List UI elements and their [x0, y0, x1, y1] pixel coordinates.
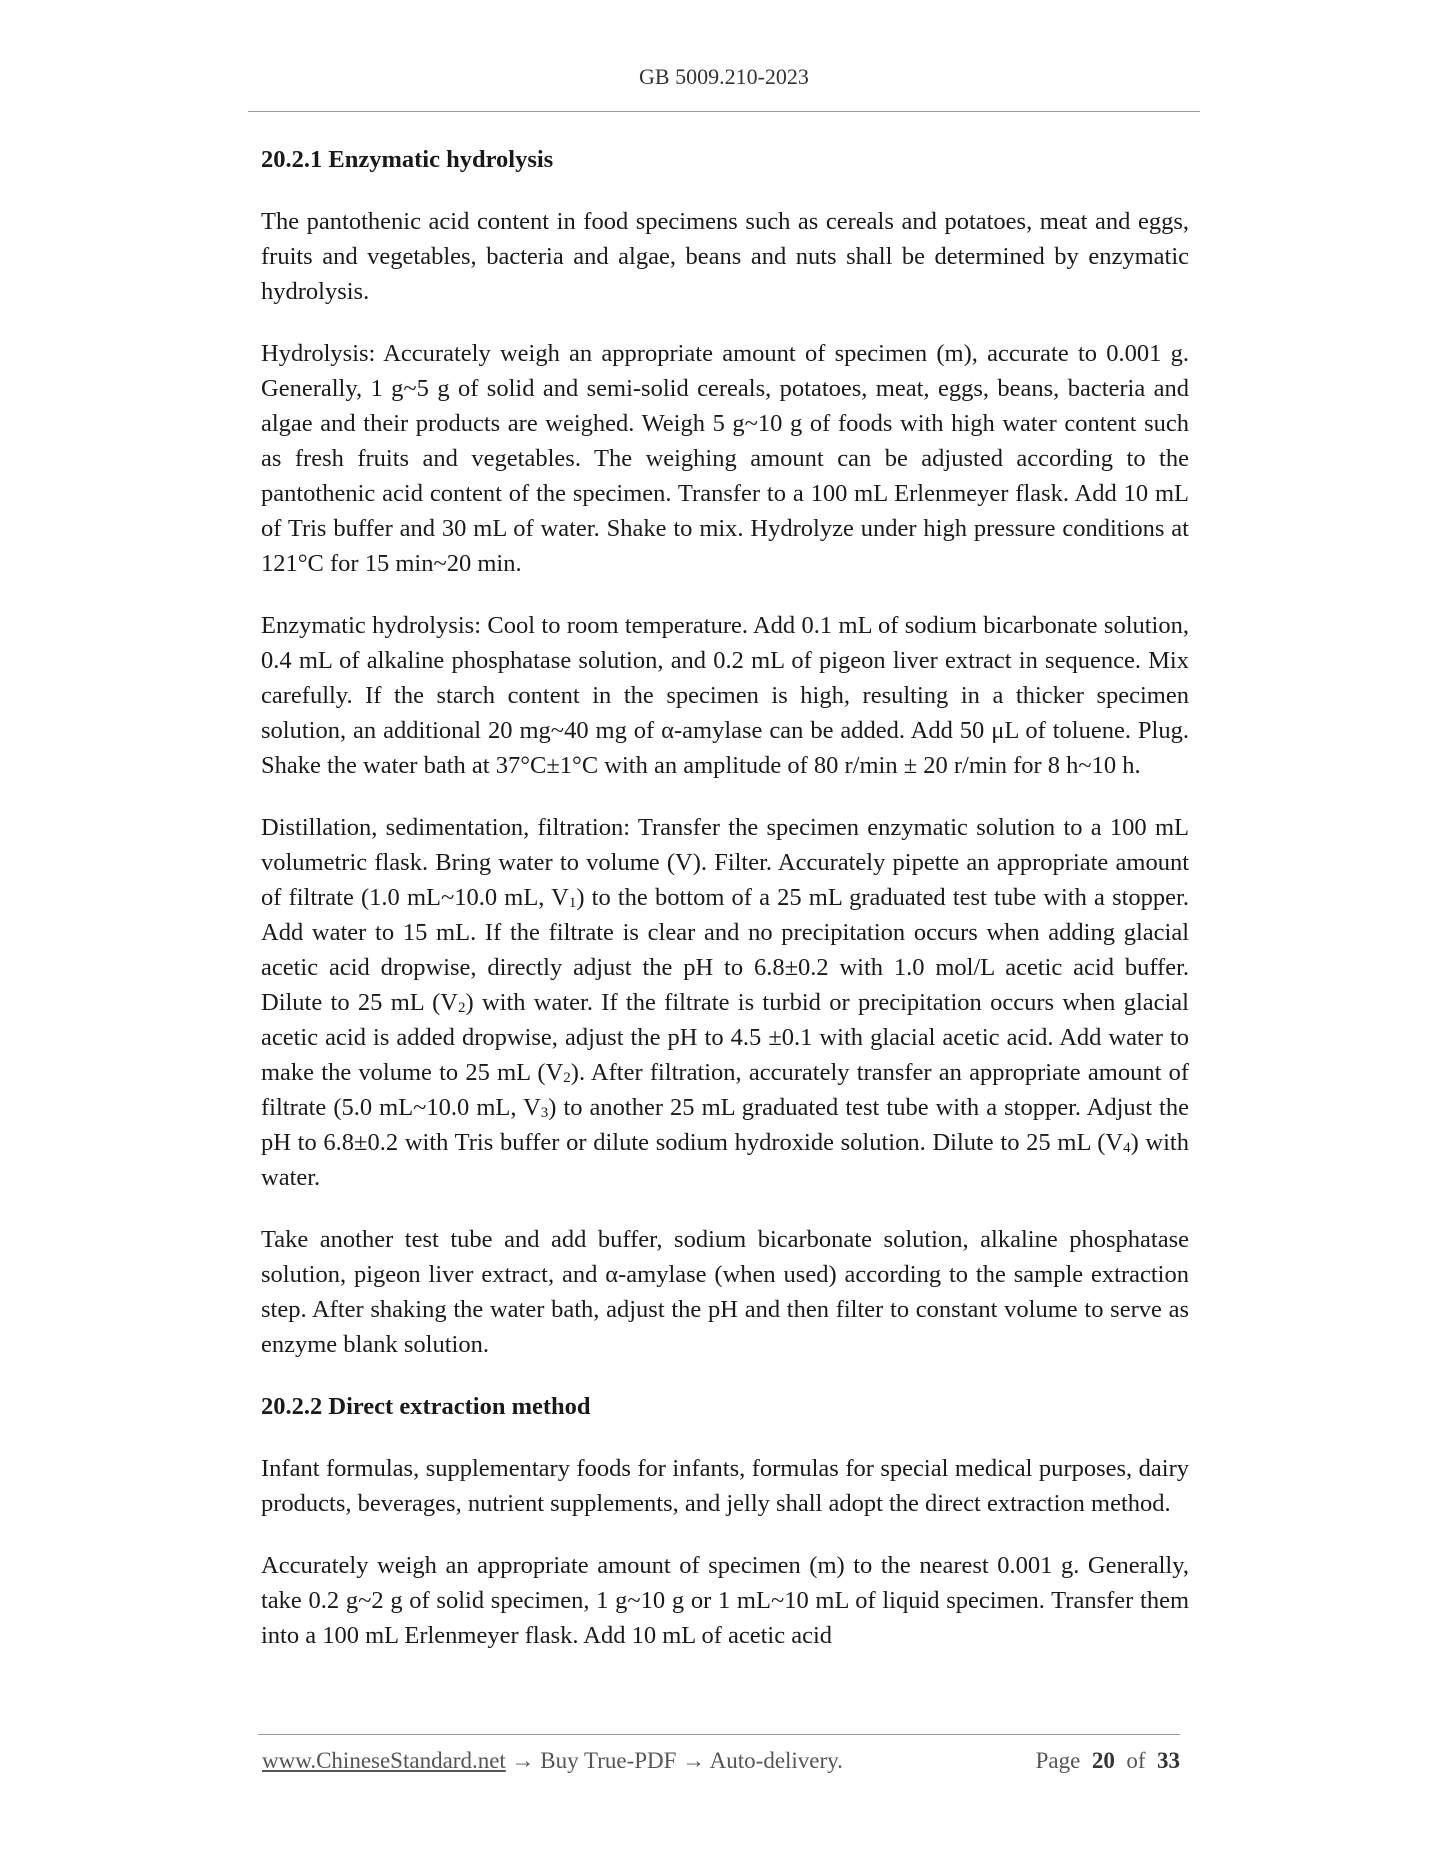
document-id: GB 5009.210-2023	[639, 64, 809, 89]
paragraph-intro: The pantothenic acid content in food specimens such as cereals and potatoes, meat and eggs, fruits and vegetables, bacteria and algae, beans and nuts shall be determined by enzymatic hydrolysis.	[261, 208, 1189, 305]
paragraph-enzyme-blank: Take another test tube and add buffer, sodium bicarbonate solution, alkaline phosphatase solution, pigeon liver extract, and α-amylase (when used) according to the sample extraction step. After shaking the water bath, adjust the pH and then filter to constant volume to serve as enzyme blank solution.	[261, 1226, 1189, 1358]
paragraph-hydrolysis: Hydrolysis: Accurately weigh an appropriate amount of specimen (m), accurate to 0.001 g. Generally, 1 g~5 g of solid and semi-solid cereals, potatoes, meat, eggs, beans, bacteria and algae and their products are weighed. Weigh 5 g~10 g of foods with high water content such as fresh fruits and vegetables. The weighing amount can be adjusted according to the pantothenic acid content of the specimen. Transfer to a 100 mL Erlenmeyer flask. Add 10 mL of Tris buffer and 30 mL of water. Shake to mix. Hydrolyze under high pressure conditions at 121°C for 15 min~20 min.	[261, 340, 1189, 577]
website-link[interactable]: www.ChineseStandard.net	[262, 1748, 506, 1773]
page-header	[248, 64, 1200, 90]
footer-divider	[258, 1734, 1180, 1735]
header-divider	[248, 111, 1200, 112]
current-page: 20	[1091, 1748, 1115, 1773]
paragraph-enzymatic-hydrolysis: Enzymatic hydrolysis: Cool to room temperature. Add 0.1 mL of sodium bicarbonate solution, 0.4 mL of alkaline phosphatase solution, and 0.2 mL of pigeon liver extract in sequence. Mix carefully. If the starch content in the specimen is high, resulting in a thicker specimen solution, an additional 20 mg~40 mg of α-amylase can be added. Add 50 μL of toluene. Plug. Shake the water bath at 37°C±1°C with an amplitude of 80 r/min ± 20 r/min for 8 h~10 h.	[261, 612, 1189, 779]
section-heading-20-2-1: 20.2.1 Enzymatic hydrolysis	[261, 146, 554, 173]
footer-promo-text: → Buy True-PDF → Auto-delivery.	[505, 1748, 843, 1773]
document-body	[261, 142, 1189, 1680]
paragraph-direct-extraction-scope: Infant formulas, supplementary foods for infants, formulas for special medical purposes, dairy products, beverages, nutrient supplements, and jelly shall adopt the direct extraction method.	[261, 1455, 1189, 1517]
total-pages: 33	[1157, 1748, 1180, 1773]
paragraph-direct-extraction-procedure: Accurately weigh an appropriate amount of specimen (m) to the nearest 0.001 g. Generally, take 0.2 g~2 g of solid specimen, 1 g~10 g or 1 mL~10 mL of liquid specimen. Transfer them into a 100 mL Erlenmeyer flask. Add 10 mL of acetic acid	[261, 1552, 1189, 1649]
paragraph-distillation: Distillation, sedimentation, filtration: Transfer the specimen enzymatic solution to a 100 mL volumetric flask. Bring water to volume (V). Filter. Accurately pipette an appropriate amount of filtrate (1.0 mL~10.0 mL, $V_1$) to the bottom of a 25 mL graduated test tube with a stopper. Add water to 15 mL. If the filtrate is clear and no precipitation occurs when adding glacial acetic acid dropwise, directly adjust the pH to 6.8±0.2 with 1.0 mol/L acetic acid buffer. Dilute to 25 mL $(V_2)$ with water. If the filtrate is turbid or precipitation occurs when glacial acetic acid is added dropwise, adjust the pH to 4.5 ±0.1 with glacial acetic acid. Add water to make the volume to 25 mL $(V_2)$. After filtration, accurately transfer an appropriate amount of filtrate (5.0 mL~10.0 mL, $V_3$) to another 25 mL graduated test tube with a stopper. Adjust the pH to 6.8±0.2 with Tris buffer or dilute sodium hydroxide solution. Dilute to 25 mL $(V_4)$ with water.	[261, 814, 1189, 1191]
section-heading-20-2-2: 20.2.2 Direct extraction method	[261, 1393, 591, 1420]
page-number: Page 20 of 33	[1035, 1748, 1180, 1773]
